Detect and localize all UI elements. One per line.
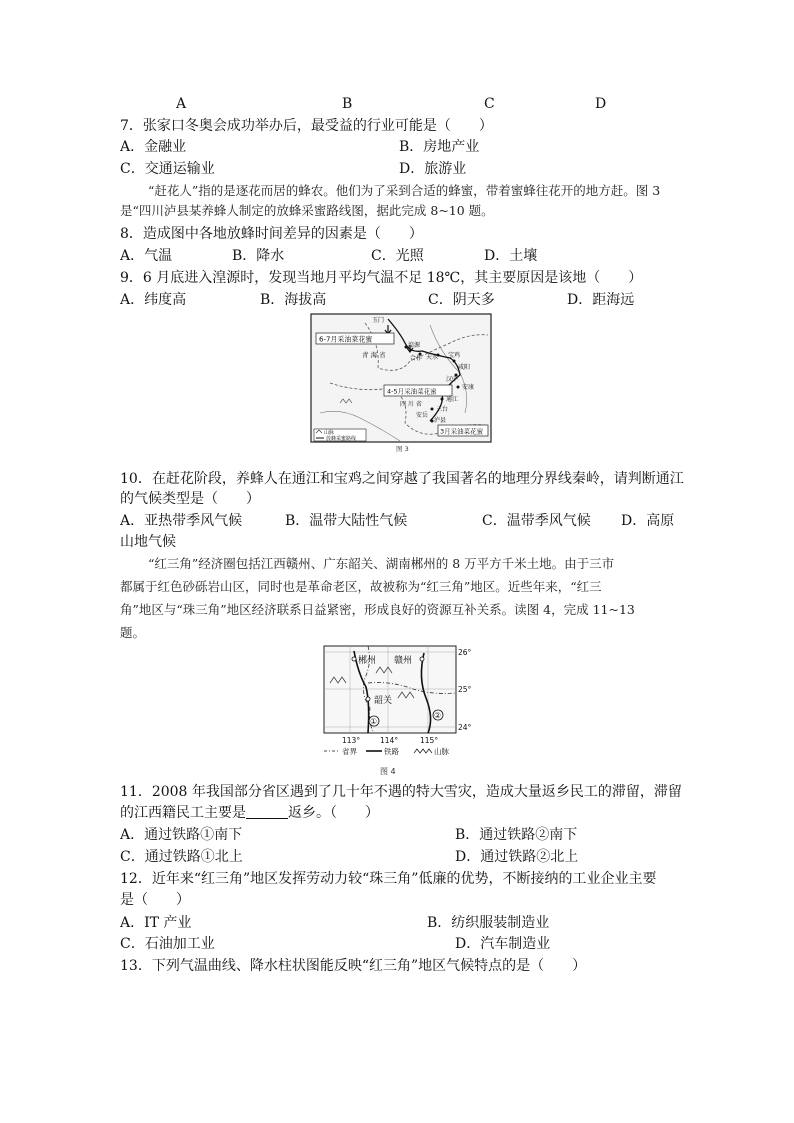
figure-4-map (310, 643, 485, 778)
q12-option-b: B．纺织服装制造业 (427, 915, 550, 931)
passage-red-triangle-line-1: “红三角”经济圈包括江西赣州、广东韶关、湖南郴州的 8 万平方千米土地。由于三市 (148, 556, 615, 571)
fig4-city-shaoguan: 韶关 (374, 696, 393, 706)
fig3-city-ankang: 安康 (462, 384, 475, 391)
fig4-legend-border: 省界 (342, 747, 357, 756)
fig3-box-label-3: 3月采油菜花蜜 (440, 427, 484, 436)
question-11-stem-part2: 返乡。（ ） (288, 805, 379, 821)
figure-3-map (310, 313, 492, 453)
q9-option-d: D．距海远 (567, 292, 635, 308)
q7-option-a: A．金融业 (120, 139, 187, 155)
q11-option-d: D．通过铁路②北上 (455, 849, 579, 865)
q10-option-b: B．温带大陆性气候 (285, 513, 408, 529)
fig3-city-santai: 三台 (436, 406, 449, 413)
q9-option-a: A．纬度高 (120, 292, 187, 308)
header-label-c: C (484, 96, 495, 112)
q9-option-c: C．阴天多 (428, 292, 495, 308)
question-11-stem-cont (120, 803, 379, 823)
q8-option-a: A．气温 (120, 248, 173, 264)
fig4-railway-1-mark: ① (370, 717, 378, 726)
fig4-city-chenzhou: 郴州 (358, 656, 377, 666)
passage-red-triangle-line-2: 都属于红色砂砾岩山区，同时也是革命老区，故被称为“红三角”地区。近些年来，“红三 (120, 579, 602, 594)
q8-option-c: C．光照 (371, 248, 424, 264)
fig3-city-tongjiang: 通江 (446, 396, 459, 403)
q10-option-d-cont: 山地气候 (120, 534, 176, 550)
fig3-city-xianyang: 咸阳 (458, 364, 471, 371)
q10-option-c: C．温带季风气候 (482, 513, 591, 529)
q8-option-b: B．降水 (232, 248, 285, 264)
fig3-city-baoji: 宝鸡 (448, 352, 461, 359)
q9-option-b: B．海拔高 (260, 292, 327, 308)
question-10-stem: 10．在赶花阶段，养蜂人在通江和宝鸡之间穿越了我国著名的地理分界线秦岭，请判断通江 (120, 471, 684, 487)
fig3-box-label-2: 4-5月采油菜花蜜 (387, 387, 437, 396)
passage-red-triangle-line-3: 角”地区与“珠三角”地区经济联系日益紧密，形成良好的资源互补关系。读图 4，完成 11~13 (120, 602, 635, 617)
fig3-city-tianshui: 天水 (426, 354, 439, 361)
fig3-city-anyue: 安岳 (416, 412, 429, 419)
fig4-legend-railway: 铁路 (384, 747, 399, 756)
fig4-lon-115: 115° (420, 736, 439, 745)
fig3-caption: 图 3 (396, 445, 409, 453)
question-12-stem-cont: 是（ ） (120, 892, 190, 908)
q7-option-d: D．旅游业 (399, 161, 467, 177)
header-label-a: A (176, 96, 187, 112)
answer-blank (246, 804, 288, 819)
question-7-stem: 7．张家口冬奥会成功举办后，最受益的行业可能是（ ） (120, 118, 493, 134)
fig3-box-label-1: 6-7月采油菜花蜜 (319, 335, 373, 344)
fig3-city-huangyuan: 湟源 (408, 342, 421, 349)
fig3-province-qinghai: 青 海 省 (362, 351, 386, 359)
q7-option-b: B．房地产业 (399, 139, 480, 155)
q10-option-a: A．亚热带季风气候 (120, 513, 243, 529)
fig3-city-luxian: 泸县 (434, 417, 447, 424)
question-11-stem: 11．2008 年我国部分省区遇到了几十年不遇的特大雪灾，造成大量返乡民工的滞留，滞留 (120, 784, 682, 800)
q8-option-d: D．土壤 (484, 248, 538, 264)
q11-option-a: A．通过铁路①南下 (120, 827, 243, 843)
fig4-legend-mountain: 山脉 (434, 747, 449, 756)
fig4-lat-25: 25° (458, 685, 472, 694)
q10-option-d: D．高原 (621, 513, 675, 529)
question-12-stem: 12．近年来“红三角”地区发挥劳动力较“珠三角”低廉的优势，不断接纳的工业企业主要 (120, 871, 657, 887)
fig4-lon-113: 113° (342, 736, 361, 745)
question-9-stem: 9．6 月底进入湟源时，发现当地月平均气温不足 18℃，其主要原因是该地（ ） (120, 270, 643, 286)
fig4-city-ganzhou: 赣州 (394, 656, 413, 666)
q12-option-d: D．汽车制造业 (455, 936, 551, 952)
fig3-city-yumen: 玉门 (372, 317, 385, 324)
q12-option-c: C．石油加工业 (120, 936, 215, 952)
fig4-lat-24: 24° (458, 723, 472, 732)
q12-option-a: A．IT 产业 (120, 915, 192, 931)
fig4-caption: 图 4 (380, 767, 396, 776)
header-label-b: B (342, 96, 353, 112)
q7-option-c: C．交通运输业 (120, 161, 215, 177)
passage-bee-farmers: “赶花人”指的是逐花而居的蜂农。他们为了采到合适的蜂蜜，带着蜜蜂往花开的地方赶。图 3 是“四川泸县某养蜂人制定的放蜂采蜜路线图，据此完成 8~10 题。 (120, 183, 661, 218)
fig4-lon-114: 114° (380, 736, 399, 745)
passage-red-triangle-line-4: 题。 (120, 625, 146, 640)
fig4-railway-2-mark: ② (434, 711, 442, 720)
question-10-stem-cont: 的气候类型是（ ） (120, 491, 260, 507)
question-11-stem-part1: 的江西籍民工主要是 (120, 805, 246, 821)
q11-option-c: C．通过铁路①北上 (120, 849, 243, 865)
fig3-legend-mountain: 山脉 (324, 430, 335, 436)
q11-option-b: B．通过铁路②南下 (455, 827, 578, 843)
fig3-city-hanzhong: 汉中 (446, 376, 459, 383)
header-label-d: D (595, 96, 607, 112)
fig3-city-hezuo: 合作 (410, 355, 423, 362)
fig3-province-sichuan: 四 川 省 (400, 401, 422, 408)
fig3-legend-route: 放蜂采蜜路线 (326, 436, 357, 442)
fig4-lat-26: 26° (458, 648, 472, 657)
question-13-stem: 13．下列气温曲线、降水柱状图能反映“红三角”地区气候特点的是（ ） (120, 958, 587, 974)
question-8-stem: 8．造成图中各地放蜂时间差异的因素是（ ） (120, 226, 423, 242)
